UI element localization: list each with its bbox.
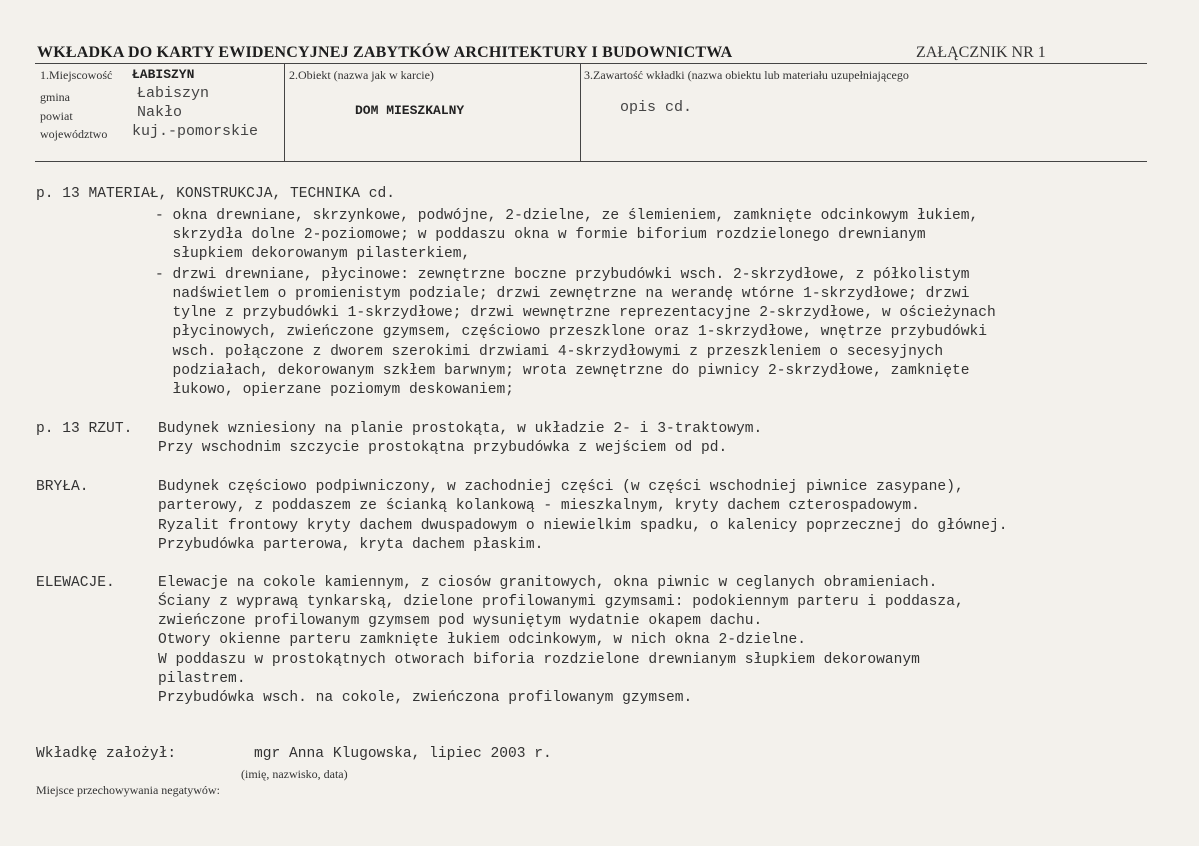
annex-label: ZAŁĄCZNIK NR 1: [916, 44, 1046, 61]
material-line: skrzydła dolne 2-poziomowe; w poddaszu okna w formie biforium rozdzielonego drewnianym: [155, 227, 926, 243]
bryla-line: Budynek częściowo podpiwniczony, w zachodniej części (w części wschodniej piwnice zasypane),: [158, 479, 964, 495]
material-line: wsch. połączone z dworem szerokimi drzwiami 4-skrzydłowymi z przeszkleniem o secesyjnych: [155, 344, 944, 360]
negatives-label: Miejsce przechowywania negatywów:: [36, 783, 220, 797]
powiat-label: powiat: [40, 109, 73, 123]
elewacje-line: Ściany z wyprawą tynkarską, dzielone profilowanymi gzymsami: podokiennym parteru i poddasza,: [158, 594, 964, 610]
elewacje-label: ELEWACJE.: [36, 575, 115, 591]
material-line: podziałach, dekorowanym szkłem barwnym; wrota zewnętrzne do piwnicy 2-skrzydłowe, zamknięte: [155, 363, 970, 379]
gmina-value: Łabiszyn: [137, 85, 210, 102]
material-line: - okna drewniane, skrzynkowe, podwójne, 2-dzielne, ze ślemieniem, zamknięte odcinkowym łukiem,: [155, 208, 979, 224]
rzut-line: Budynek wzniesiony na planie prostokąta, w układzie 2- i 3-traktowym.: [158, 421, 763, 437]
rzut-label: p. 13 RZUT.: [36, 421, 133, 437]
elewacje-line: pilastrem.: [158, 671, 246, 687]
bryla-line: Przybudówka parterowa, kryta dachem płaskim.: [158, 537, 544, 553]
table-bottom-line: [35, 161, 1147, 162]
elewacje-line: Elewacje na cokole kamiennym, z ciosów granitowych, okna piwnic w ceglanych obramieniach.: [158, 575, 938, 591]
author-value: mgr Anna Klugowska, lipiec 2003 r.: [254, 746, 552, 762]
document-title: WKŁADKA DO KARTY EWIDENCYJNEJ ZABYTKÓW ARCHITEKTURY I BUDOWNICTWA: [37, 44, 733, 61]
bryla-line: Ryzalit frontowy kryty dachem dwuspadowym o niewielkim spadku, o kalenicy poprzecznej do głównej.: [158, 518, 1008, 534]
wojewodztwo-label: województwo: [40, 127, 108, 141]
zawartosc-label: 3.Zawartość wkładki (nazwa obiektu lub materiału uzupełniającego: [584, 68, 909, 82]
miejscowosc-value: ŁABISZYN: [132, 67, 195, 82]
elewacje-line: Otwory okienne parteru zamknięte łukiem odcinkowym, w nich okna 2-dzielne.: [158, 632, 807, 648]
bryla-line: parterowy, z poddaszem ze ścianką kolankową - mieszkalnym, kryty dachem czterospadowym.: [158, 498, 920, 514]
author-caption: (imię, nazwisko, data): [241, 767, 348, 781]
table-top-line: [35, 63, 1147, 64]
author-label: Wkładkę założył:: [36, 746, 177, 762]
wojewodztwo-value: kuj.-pomorskie: [132, 123, 259, 140]
elewacje-line: Przybudówka wsch. na cokole, zwieńczona profilowanym gzymsem.: [158, 690, 693, 706]
elewacje-line: zwieńczone profilowanym gzymsem pod wysuniętym wydatnie okapem dachu.: [158, 613, 763, 629]
material-line: słupkiem dekorowanym pilasterkiem,: [155, 246, 471, 262]
obiekt-value: DOM MIESZKALNY: [355, 103, 465, 118]
rzut-line: Przy wschodnim szczycie prostokątna przybudówka z wejściem od pd.: [158, 440, 728, 456]
elewacje-line: W poddaszu w prostokątnych otworach biforia rozdzielone drewnianym słupkiem dekorowanym: [158, 652, 920, 668]
obiekt-label: 2.Obiekt (nazwa jak w karcie): [289, 68, 434, 82]
material-line: - drzwi drewniane, płycinowe: zewnętrzne boczne przybudówki wsch. 2-skrzydłowe, z półkolistym: [155, 267, 970, 283]
powiat-value: Nakło: [137, 104, 183, 121]
material-heading: p. 13 MATERIAŁ, KONSTRUKCJA, TECHNIKA cd.: [36, 186, 396, 202]
table-divider-2: [580, 63, 581, 162]
gmina-label: gmina: [40, 90, 70, 104]
material-line: płycinowych, zwieńczone gzymsem, częściowo przeszklone oraz 1-skrzydłowe, wnętrze przybudówki: [155, 324, 987, 340]
bryla-label: BRYŁA.: [36, 479, 89, 495]
miejscowosc-label: 1.Miejscowość: [40, 68, 113, 82]
material-line: tylne z przybudówki 1-skrzydłowe; drzwi wewnętrzne reprezentacyjne 2-skrzydłowe, w ościeżynach: [155, 305, 996, 321]
material-line: nadświetlem o promienistym podziale; drzwi zewnętrzne na werandę wtórne 1-skrzydłowe; drzwi: [155, 286, 970, 302]
material-line: łukowo, opierzane poziomym deskowaniem;: [155, 382, 515, 398]
table-divider-1: [284, 63, 285, 162]
zawartosc-value: opis cd.: [620, 99, 693, 116]
